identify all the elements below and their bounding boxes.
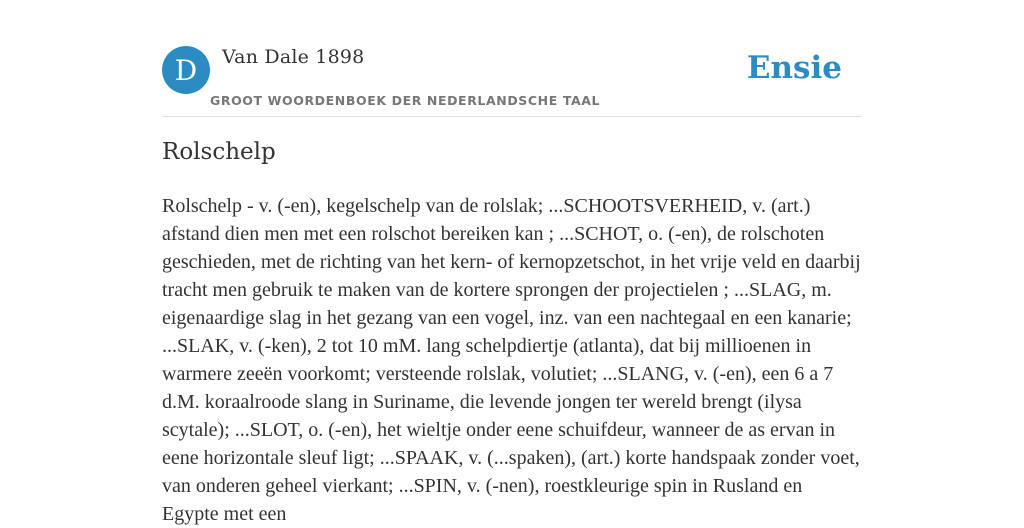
entry-title: Rolschelp [162,139,276,165]
dictionary-title[interactable]: Van Dale 1898 [222,46,365,68]
page-header [162,46,862,117]
dictionary-logo-badge[interactable]: D [162,46,210,94]
ensie-logo[interactable]: Ensie [746,50,842,86]
entry-definition: Rolschelp - v. (-en), kegelschelp van de rolslak; ...SCHOOTSVERHEID, v. (art.) afstand dien men met een rolschot bereiken kan ; ...SCHOT, o. (-en), de rolschoten geschieden, met de richting van het kern- of kernopzetschot, in het vrije veld en daarbij tracht men gebruik te maken van de kortere sprongen der projectielen ; ...SLAG, m. eigenaardige slag in het gezang van een vogel, inz. van een nachtegaal en een kanarie; ...SLAK, v. (-ken), 2 tot 10 mM. lang schelpdiertje (atlanta), dat bij millioenen in warmere zeeën voorkomt; versteende rolslak, volutiet; ...SLANG, v. (-en), een 6 a 7 d.M. koraalroode slang in Suriname, die levende jongen ter wereld brengt (ilysa scytale); ...SLOT, o. (-en), het wieltje onder eene schuifdeur, wanneer de as ervan in eene horizontale sleuf ligt; ...SPAAK, v. (...spaken), (art.) korte handspaak zonder voet, van onderen geheel vierkant; ...SPIN, v. (-nen), roestkleurige spin in Rusland en Egypte met een [162,195,861,525]
dictionary-subtitle: GROOT WOORDENBOEK DER NEDERLANDSCHE TAAL [210,93,601,108]
